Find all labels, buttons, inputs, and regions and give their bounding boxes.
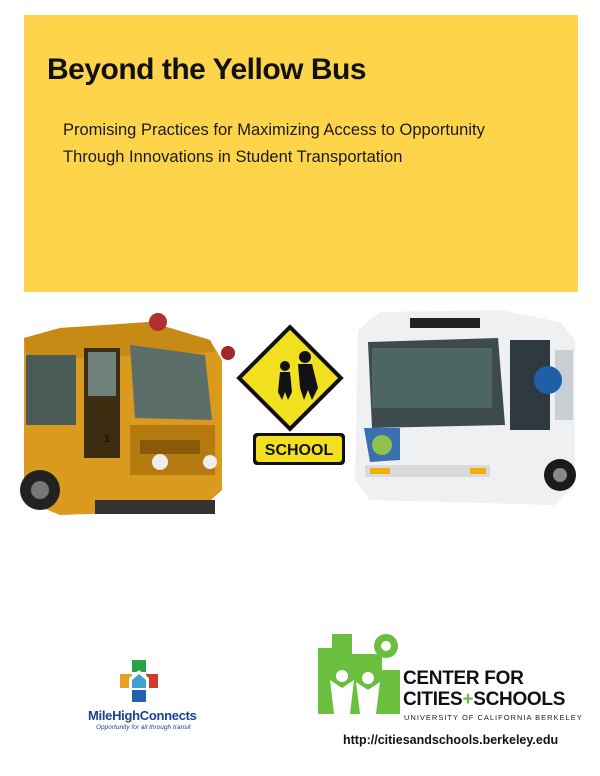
center-for-cities-schools-icon: [318, 630, 402, 726]
transit-bus-image: [355, 310, 576, 505]
mile-high-connects-icon: [120, 660, 160, 704]
mile-high-connects-tagline: Opportunity for all through transit: [96, 724, 191, 731]
mhc-name-part1: MileHigh: [88, 708, 140, 723]
bus-photo-collage: [0, 300, 600, 520]
sign-label: SCHOOL: [264, 442, 334, 459]
bus-number: 1: [104, 433, 111, 445]
subtitle-line-1: Promising Practices for Maximizing Access to Opportunity: [63, 121, 485, 139]
school-bus-image: [20, 313, 235, 515]
ccs-name-line-1: CENTER FOR: [403, 668, 524, 689]
ccs-university: UNIVERSITY OF CALIFORNIA BERKELEY: [404, 713, 583, 722]
mhc-name-part2: Connects: [139, 708, 197, 723]
ccs-cities: CITIES: [403, 689, 463, 710]
subtitle-line-2: Through Innovations in Student Transportation: [63, 148, 403, 166]
ccs-schools: SCHOOLS: [473, 689, 566, 710]
ccs-plus: +: [462, 689, 474, 710]
school-crossing-sign: [236, 324, 345, 465]
mile-high-connects-name: [88, 708, 197, 723]
ccs-name-line-2: [403, 689, 565, 711]
website-url[interactable]: http://citiesandschools.berkeley.edu: [343, 733, 559, 747]
document-title: Beyond the Yellow Bus: [47, 53, 367, 86]
